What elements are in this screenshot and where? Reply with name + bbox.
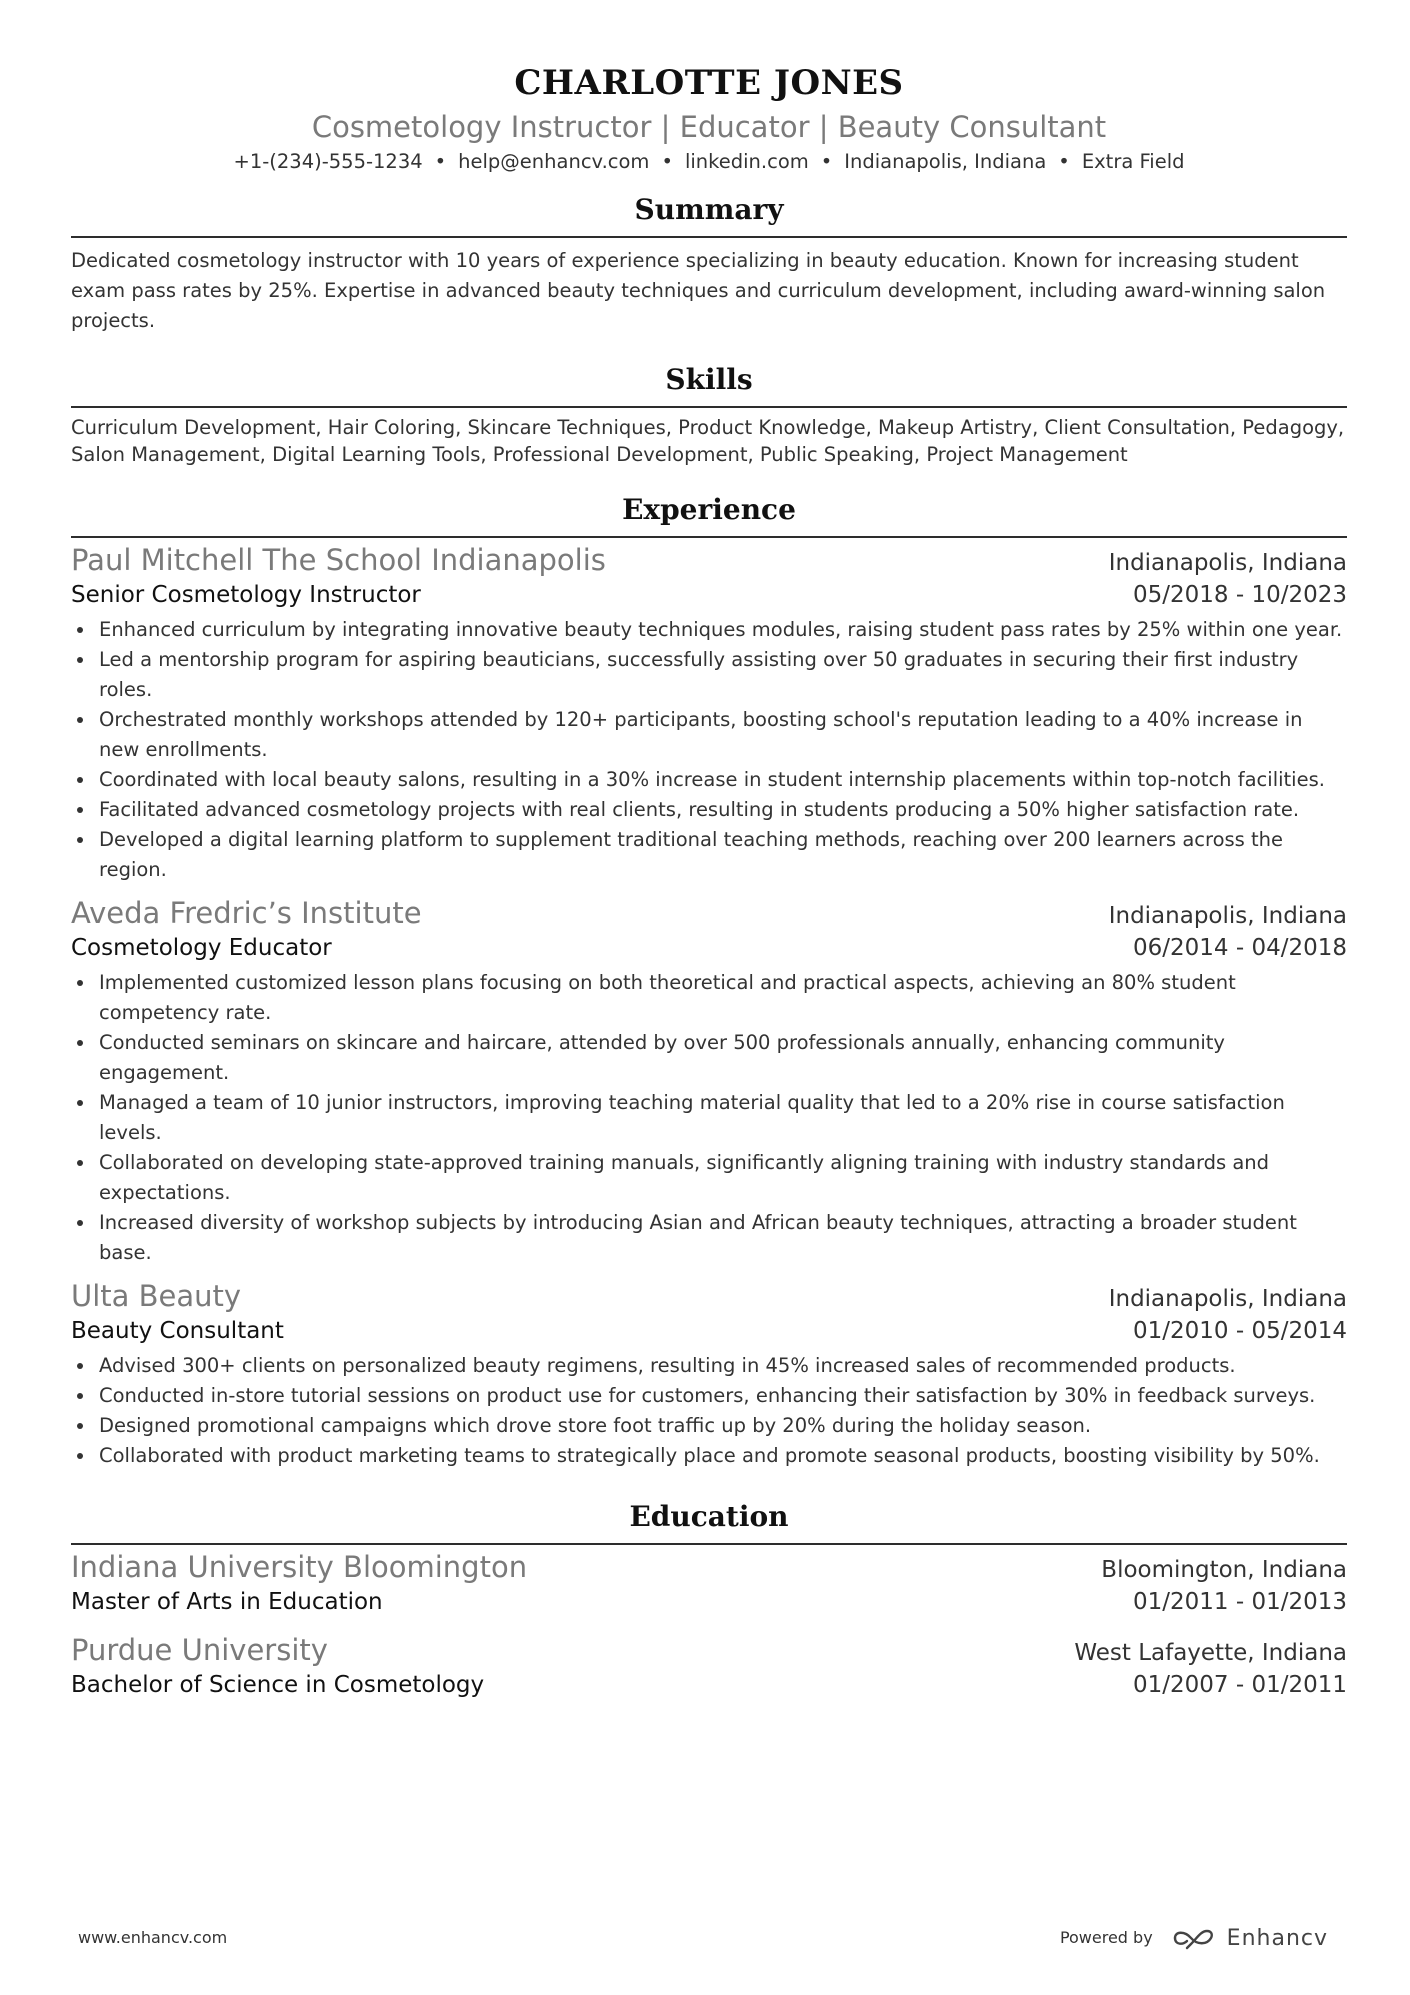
enhancv-infinity-logo-icon xyxy=(1171,1926,1217,1950)
job-dates: 06/2014 - 04/2018 xyxy=(1132,935,1347,961)
company-name: Paul Mitchell The School Indianapolis xyxy=(71,543,606,577)
section-divider xyxy=(71,1543,1347,1545)
contact-location: Indianapolis, Indiana xyxy=(844,150,1047,173)
company-location: Indianapolis, Indiana xyxy=(1108,903,1347,929)
achievement-item: Implemented customized lesson plans focusing on both theoretical and practical aspects, achieving an 80% student competency rate. xyxy=(71,968,1347,1028)
contact-phone: +1-(234)-555-1234 xyxy=(233,150,423,173)
candidate-name: CHARLOTTE JONES xyxy=(514,63,904,103)
bullet-separator: • xyxy=(1058,150,1070,173)
entry-header xyxy=(71,1549,1347,1586)
entry-subheader xyxy=(71,1315,1347,1347)
education-heading: Education xyxy=(629,1500,789,1533)
achievement-list xyxy=(71,1351,1347,1471)
company-name: Aveda Fredric’s Institute xyxy=(71,896,422,930)
achievement-item: Designed promotional campaigns which drove store foot traffic up by 20% during the holiday season. xyxy=(71,1411,1347,1441)
section-divider xyxy=(71,536,1347,538)
summary-text: Dedicated cosmetology instructor with 10 years of experience specializing in beauty education. Known for increasing student exam pass rates by 25%. Expertise in advanced beauty techniques and curriculum development, including award-winning salon projects. xyxy=(71,249,1326,332)
entry-header xyxy=(71,1632,1347,1669)
bullet-separator: • xyxy=(820,150,833,173)
school-location: West Lafayette, Indiana xyxy=(1074,1640,1347,1666)
achievement-item: Collaborated with product marketing teams to strategically place and promote seasonal products, boosting visibility by 50%. xyxy=(71,1441,1347,1471)
education-entry xyxy=(71,1549,1347,1618)
achievement-item: Collaborated on developing state-approved training manuals, significantly aligning training with industry standards and expectations. xyxy=(71,1148,1347,1208)
job-title: Beauty Consultant xyxy=(71,1318,284,1344)
job-dates: 05/2018 - 10/2023 xyxy=(1132,582,1347,608)
entry-header xyxy=(71,1278,1347,1315)
school-location: Bloomington, Indiana xyxy=(1101,1557,1347,1583)
education-dates: 01/2011 - 01/2013 xyxy=(1132,1589,1347,1615)
achievement-item: Orchestrated monthly workshops attended by 120+ participants, boosting school's reputation leading to a 40% increase in new enrollments. xyxy=(71,705,1347,765)
achievement-item: Conducted seminars on skincare and haircare, attended by over 500 professionals annually, enhancing community engagement. xyxy=(71,1028,1347,1088)
education-section xyxy=(71,1497,1347,1701)
skills-text: Curriculum Development, Hair Coloring, Skincare Techniques, Product Knowledge, Makeup Artistry, Client Consultation, Pedagogy, Salon Management, Digital Learning Tools, Professional Development, Public Speaking, Project Management xyxy=(71,416,1345,466)
achievement-list xyxy=(71,968,1347,1268)
powered-by-label: Powered by xyxy=(1059,1928,1153,1947)
achievement-item: Advised 300+ clients on personalized beauty regimens, resulting in 45% increased sales of recommended products. xyxy=(71,1351,1347,1381)
candidate-title: Cosmetology Instructor | Educator | Beauty Consultant xyxy=(311,110,1107,144)
achievement-item: Facilitated advanced cosmetology projects with real clients, resulting in students producing a 50% higher satisfaction rate. xyxy=(71,795,1347,825)
skills-heading: Skills xyxy=(665,363,753,396)
experience-section xyxy=(71,490,1347,1471)
achievement-item: Managed a team of 10 junior instructors, improving teaching material quality that led to a 20% rise in course satisfaction levels. xyxy=(71,1088,1347,1148)
achievement-item: Developed a digital learning platform to supplement traditional teaching methods, reaching over 200 learners across the region. xyxy=(71,825,1347,885)
summary-section xyxy=(71,190,1347,336)
experience-entry xyxy=(71,1278,1347,1471)
entry-subheader xyxy=(71,1586,1347,1618)
contact-email[interactable]: help@enhancv.com xyxy=(458,150,650,173)
achievement-item: Enhanced curriculum by integrating innovative beauty techniques modules, raising student pass rates by 25% within one year. xyxy=(71,615,1347,645)
brand-name: Enhancv xyxy=(1226,1925,1328,1951)
achievement-item: Coordinated with local beauty salons, resulting in a 30% increase in student internship placements within top-notch facilities. xyxy=(71,765,1347,795)
contact-linkedin[interactable]: linkedin.com xyxy=(684,150,809,173)
achievement-list xyxy=(71,615,1347,885)
achievement-item: Led a mentorship program for aspiring beauticians, successfully assisting over 50 graduates in securing their first industry roles. xyxy=(71,645,1347,705)
skills-section xyxy=(71,360,1347,468)
brand-logo[interactable] xyxy=(1171,1926,1328,1951)
experience-entry xyxy=(71,542,1347,885)
footer-branding xyxy=(1060,1924,1328,1952)
contact-line xyxy=(71,148,1347,176)
entry-subheader xyxy=(71,579,1347,611)
school-name: Indiana University Bloomington xyxy=(71,1550,528,1584)
education-entry xyxy=(71,1632,1347,1701)
bullet-separator: • xyxy=(661,150,673,173)
experience-heading: Experience xyxy=(622,493,796,526)
page-footer xyxy=(78,1924,1328,1954)
education-dates: 01/2007 - 01/2011 xyxy=(1132,1672,1347,1698)
job-dates: 01/2010 - 05/2014 xyxy=(1132,1318,1347,1344)
achievement-item: Increased diversity of workshop subjects by introducing Asian and African beauty techniques, attracting a broader student base. xyxy=(71,1208,1347,1268)
achievement-item: Conducted in-store tutorial sessions on product use for customers, enhancing their satisfaction by 30% in feedback surveys. xyxy=(71,1381,1347,1411)
job-title: Senior Cosmetology Instructor xyxy=(71,582,421,608)
section-divider xyxy=(71,236,1347,238)
degree-name: Master of Arts in Education xyxy=(71,1589,383,1615)
company-name: Ulta Beauty xyxy=(71,1279,242,1313)
bullet-separator: • xyxy=(434,150,447,173)
job-title: Cosmetology Educator xyxy=(71,935,332,961)
entry-header xyxy=(71,542,1347,579)
resume-page xyxy=(71,0,1347,1701)
school-name: Purdue University xyxy=(71,1633,328,1667)
degree-name: Bachelor of Science in Cosmetology xyxy=(71,1672,485,1698)
entry-subheader xyxy=(71,932,1347,964)
resume-header xyxy=(71,0,1347,176)
summary-heading: Summary xyxy=(634,193,784,226)
entry-subheader xyxy=(71,1669,1347,1701)
entry-header xyxy=(71,895,1347,932)
footer-url[interactable]: www.enhancv.com xyxy=(78,1928,228,1947)
company-location: Indianapolis, Indiana xyxy=(1108,550,1347,576)
contact-extra-field: Extra Field xyxy=(1081,150,1185,173)
experience-entry xyxy=(71,895,1347,1268)
section-divider xyxy=(71,406,1347,408)
company-location: Indianapolis, Indiana xyxy=(1108,1286,1347,1312)
